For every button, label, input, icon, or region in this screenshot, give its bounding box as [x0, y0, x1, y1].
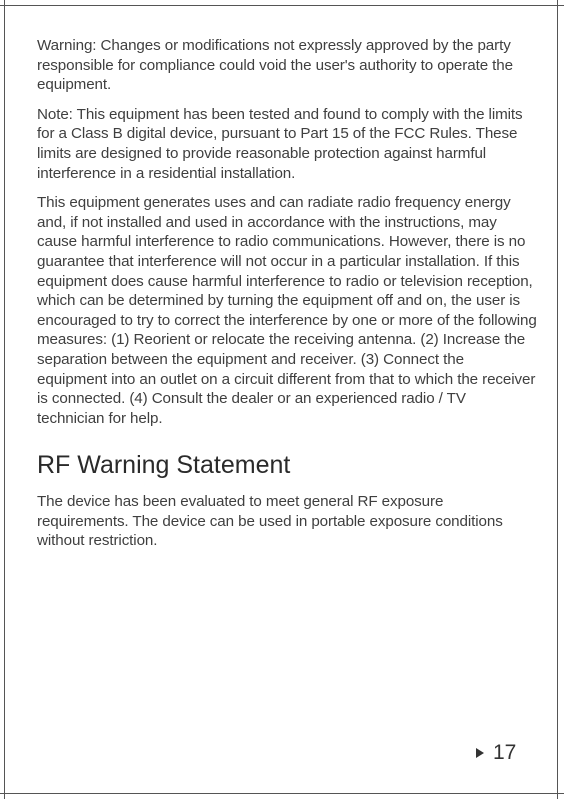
section-heading: RF Warning Statement — [37, 451, 291, 480]
page-border-bottom — [0, 793, 564, 794]
rf-paragraph: The device has been evaluated to meet general RF exposure requirements. The device can be used in portable exposure conditions without restriction. — [37, 493, 503, 550]
page-border-right — [557, 0, 558, 799]
page-border-top — [0, 5, 564, 6]
interference-paragraph: This equipment generates uses and can radiate radio frequency energy and, if not installed and used in accordance with the instructions, may cause harmful interference to radio communications. However, there is no guarantee that interference will not occur in a particular installation. If this equipment does cause harmful interference to radio or television reception, which can be determined by turning the equipment off and on, the user is encouraged to try to correct the interference by one or more of the following measures: (1) Reorient or relocate the receiving antenna. (2) Increase the separation between the equipment and receiver. (3) Connect the equipment into an outlet on a circuit different from that to which the receiver is connected. (4) Consult the dealer or an experienced radio / TV technician for help. — [37, 194, 537, 427]
note-paragraph: Note: This equipment has been tested and found to comply with the limits for a Class B digital device, pursuant to Part 15 of the FCC Rules. These limits are designed to provide reasonable protection against harmful interference in a residential installation. — [37, 105, 523, 182]
warning-paragraph: Warning: Changes or modifications not expressly approved by the party responsible for compliance could void the user's authority to operate the equipment. — [37, 37, 513, 94]
page-footer — [476, 740, 516, 766]
triangle-right-icon — [476, 748, 484, 758]
page-content — [37, 36, 537, 561]
page-number: 17 — [493, 741, 517, 764]
page-border-left — [4, 0, 5, 799]
